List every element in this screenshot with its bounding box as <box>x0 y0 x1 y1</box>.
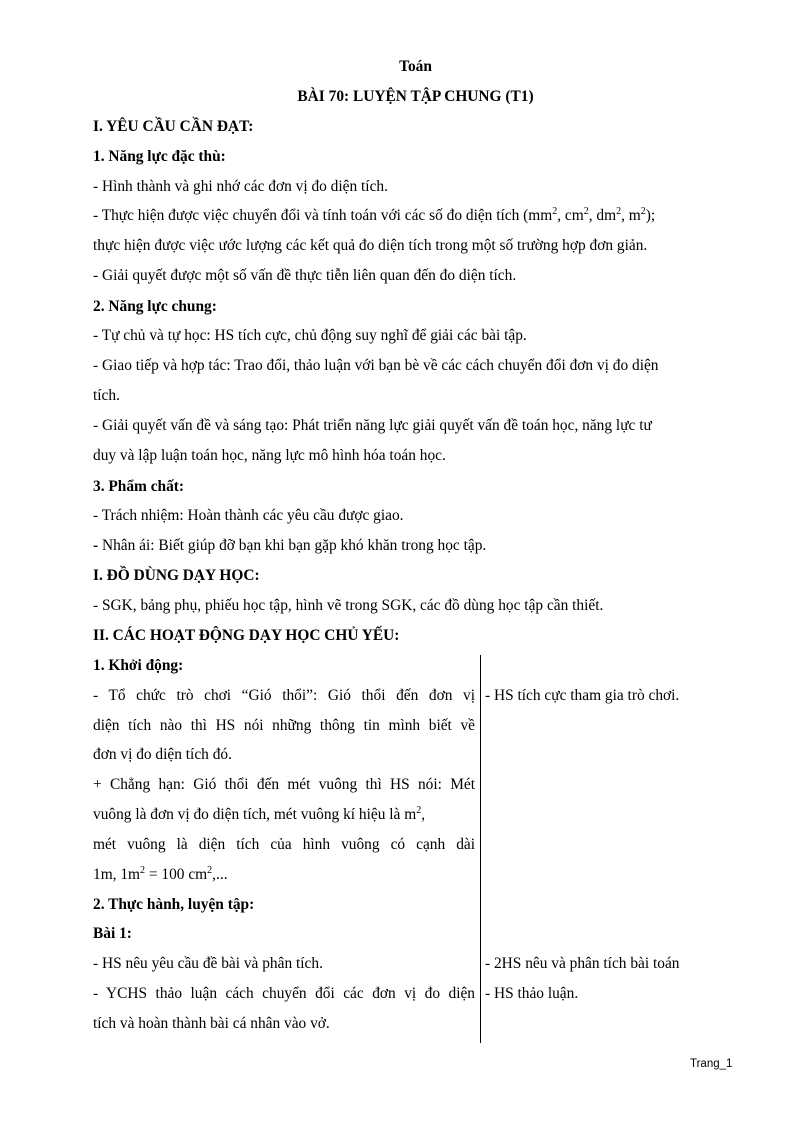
table-left-line: đơn vị đo diện tích đó. <box>93 746 232 763</box>
table-right-line: - HS tích cực tham gia trò chơi. <box>485 687 680 704</box>
lesson-title: BÀI 70: LUYỆN TẬP CHUNG (T1) <box>297 88 534 105</box>
paragraph-line: - Giải quyết vấn đề và sáng tạo: Phát triển năng lực giải quyết vấn đề toán học, năng lực tư <box>93 417 652 434</box>
exercise-label: Bài 1: <box>93 925 132 942</box>
paragraph-line: - Trách nhiệm: Hoàn thành các yêu cầu được giao. <box>93 507 404 524</box>
paragraph-line: - Giao tiếp và hợp tác: Trao đổi, thảo luận với bạn bè về các cách chuyển đổi đơn vị đo diện <box>93 357 659 374</box>
table-left-line: - HS nêu yêu cầu đề bài và phân tích. <box>93 955 323 972</box>
table-left-line: 1m, $1m^2 = 100$ $cm^2$,... <box>93 865 228 883</box>
table-column-divider <box>480 655 481 1043</box>
table-left-line: vuông là đơn vị đo diện tích, mét vuông kí hiệu là $m^2$, <box>93 805 426 823</box>
paragraph-line: tích. <box>93 387 120 404</box>
table-left-line: - YCHS thảo luận cách chuyển đổi các đơn vị đo diện <box>93 985 475 1002</box>
table-right-line: - 2HS nêu và phân tích bài toán <box>485 955 680 972</box>
subheading-specific-competence: 1. Năng lực đặc thù: <box>93 148 226 165</box>
subheading-practice: 2. Thực hành, luyện tập: <box>93 896 255 913</box>
table-right-line: - HS thảo luận. <box>485 985 579 1002</box>
paragraph-line: - Tự chủ và tự học: HS tích cực, chủ động suy nghĩ để giải các bài tập. <box>93 327 527 344</box>
paragraph-line: - Giải quyết được một số vấn đề thực tiễn liên quan đến đo diện tích. <box>93 267 517 284</box>
paragraph-line: thực hiện được việc ước lượng các kết quả đo diện tích trong một số trường hợp đơn giản. <box>93 237 648 254</box>
table-left-line: tích và hoàn thành bài cá nhân vào vở. <box>93 1015 330 1032</box>
subject-title: Toán <box>399 58 432 75</box>
table-left-line: mét vuông là diện tích của hình vuông có cạnh dài <box>93 836 475 853</box>
subheading-qualities: 3. Phẩm chất: <box>93 478 185 495</box>
subheading-warmup: 1. Khởi động: <box>93 657 184 674</box>
paragraph-line-units: - Thực hiện được việc chuyển đổi và tính toán với các số đo diện tích ($mm^2$, $cm^2$, $dm^2$, $m^2$); <box>93 206 656 224</box>
section-heading-activities: II. CÁC HOẠT ĐỘNG DẠY HỌC CHỦ YẾU: <box>93 627 400 644</box>
paragraph-line: - Nhân ái: Biết giúp đỡ bạn khi bạn gặp khó khăn trong học tập. <box>93 537 487 554</box>
paragraph-line: duy và lập luận toán học, năng lực mô hình hóa toán học. <box>93 447 446 464</box>
table-left-line: - Tổ chức trò chơi “Gió thổi”: Gió thổi đến đơn vị <box>93 687 475 704</box>
table-left-line: + Chẳng hạn: Gió thổi đến mét vuông thì HS nói: Mét <box>93 776 475 793</box>
paragraph-line: - SGK, bảng phụ, phiếu học tập, hình vẽ trong SGK, các đồ dùng học tập cần thiết. <box>93 597 604 614</box>
page-number: Trang_1 <box>690 1058 733 1070</box>
section-heading-requirements: I. YÊU CẦU CẦN ĐẠT: <box>93 118 254 135</box>
table-left-line: diện tích nào thì HS nói những thông tin mình biết về <box>93 717 475 734</box>
section-heading-materials: I. ĐỒ DÙNG DẠY HỌC: <box>93 567 260 584</box>
paragraph-line: - Hình thành và ghi nhớ các đơn vị đo diện tích. <box>93 178 388 195</box>
subheading-general-competence: 2. Năng lực chung: <box>93 298 217 315</box>
